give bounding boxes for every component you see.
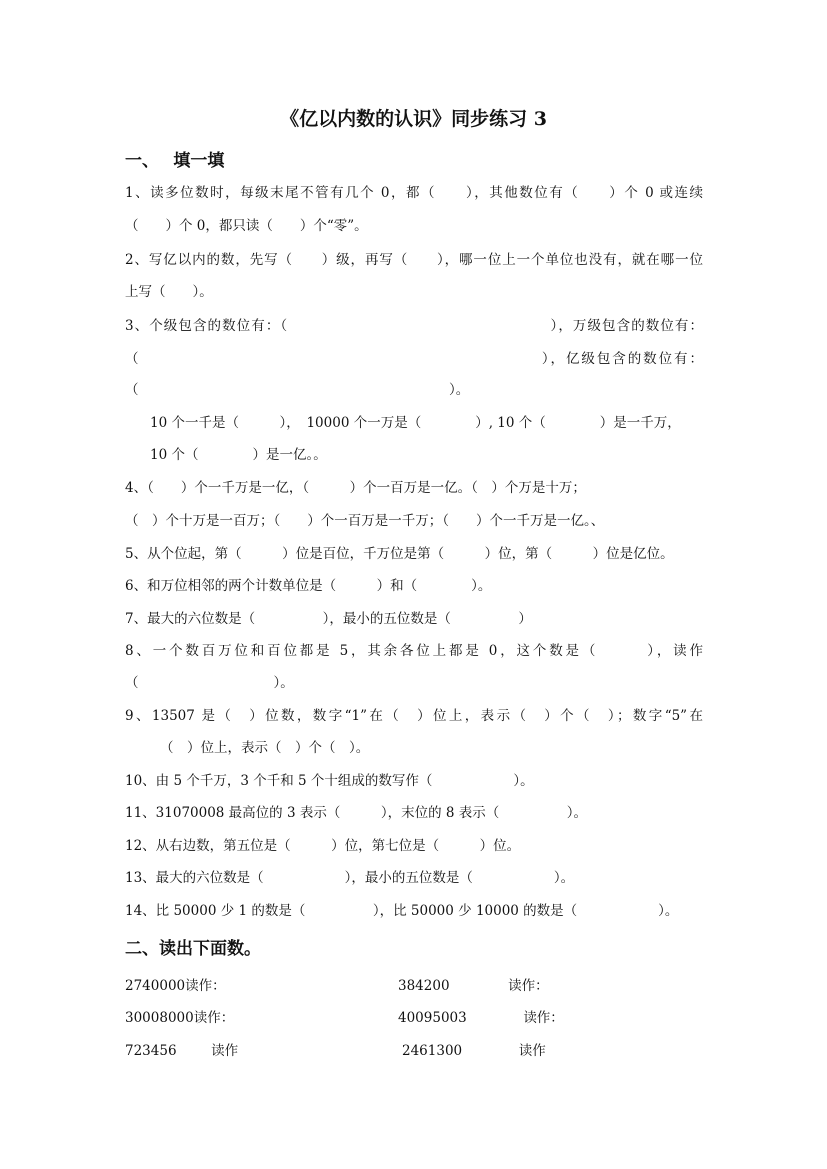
question-14: 14、比 50000 少 1 的数是（ ），比 50000 少 10000 的数是（ ）。 <box>125 903 679 919</box>
question-2-line-2: 上写（ ）。 <box>125 284 213 300</box>
question-8-line-1: 8、一个数百万位和百位都是 5，其余各位上都是 0，这个数是（ ），读作 <box>125 643 703 659</box>
question-9-line-1: 9、13507 是（ ）位数，数字“1”在（ ）位上，表示（ ）个（ ）；数字“5”在 <box>125 708 703 724</box>
question-12: 12、从右边数，第五位是（ ）位，第七位是（ ）位。 <box>125 838 521 854</box>
read-number: 384200 <box>398 978 450 994</box>
read-label: 读作 <box>518 1043 546 1059</box>
read-number: 723456 <box>125 1043 177 1059</box>
question-6: 6、和万位相邻的两个计数单位是（ ）和（ ）。 <box>125 578 492 594</box>
question-13: 13、最大的六位数是（ ），最小的五位数是（ ）。 <box>125 870 575 886</box>
read-number-item <box>402 1039 546 1059</box>
question-3-line-1: 3、个级包含的数位有：（ ），万级包含的数位有： <box>125 318 703 334</box>
read-label: 读作 <box>211 1043 239 1059</box>
read-label: 读作： <box>508 978 549 994</box>
question-11: 11、31070008 最高位的 3 表示（ ），末位的 8 表示（ ）。 <box>125 805 588 821</box>
question-4-line-2: （ ）个十万是一百万；（ ）个一百万是一千万；（ ）个一千万是一亿。、 <box>125 513 605 529</box>
read-number-item <box>125 974 226 994</box>
read-label: 读作： <box>185 978 226 994</box>
question-3-line-4: 10 个一千是（ ）， 10000 个一万是（ ）, 10 个（ ）是一千万， <box>150 415 681 431</box>
read-number: 2740000 <box>125 978 186 994</box>
read-number-item <box>125 1039 238 1059</box>
question-3-line-2: （ ），亿级包含的数位有： <box>125 351 703 367</box>
section-1-heading: 一、 填一填 <box>125 151 225 171</box>
question-3-line-3: （ ）。 <box>125 382 470 398</box>
question-1-line-1: 1、读多位数时，每级末尾不管有几个 0，都（ ），其他数位有（ ）个 0 或连续 <box>125 185 703 201</box>
read-label: 读作： <box>193 1010 235 1026</box>
read-number-item <box>398 974 549 994</box>
question-7: 7、最大的六位数是（ ），最小的五位数是（ ） <box>125 611 532 627</box>
read-number: 30008000 <box>125 1010 194 1026</box>
question-10: 10、由 5 个千万，3 个千和 5 个十组成的数写作（ ）。 <box>125 773 534 789</box>
question-5: 5、从个位起，第（ ）位是百位，千万位是第（ ）位，第（ ）位是亿位。 <box>125 546 674 562</box>
question-3-line-5: 10 个（ ）是一亿。。 <box>150 447 327 463</box>
section-2-heading: 二、读出下面数。 <box>125 939 261 959</box>
question-2-line-1: 2、写亿以内的数，先写（ ）级，再写（ ），哪一位上一个单位也没有，就在哪一位 <box>125 252 703 268</box>
read-number: 2461300 <box>402 1043 463 1059</box>
question-1-line-2: （ ）个 0，都只读（ ）个“零”。 <box>125 218 368 234</box>
read-label: 读作： <box>523 1010 564 1026</box>
read-number-item <box>125 1006 234 1026</box>
page-title: 《亿以内数的认识》同步练习 3 <box>280 108 547 130</box>
read-number: 40095003 <box>398 1010 467 1026</box>
read-number-item <box>398 1006 564 1026</box>
question-4-line-1: 4、（ ）个一千万是一亿，（ ）个一百万是一亿。（ ）个万是十万； <box>125 480 586 496</box>
question-8-line-2: （ ）。 <box>125 675 294 691</box>
question-9-line-2: （ ）位上，表示（ ）个（ ）。 <box>160 740 370 756</box>
